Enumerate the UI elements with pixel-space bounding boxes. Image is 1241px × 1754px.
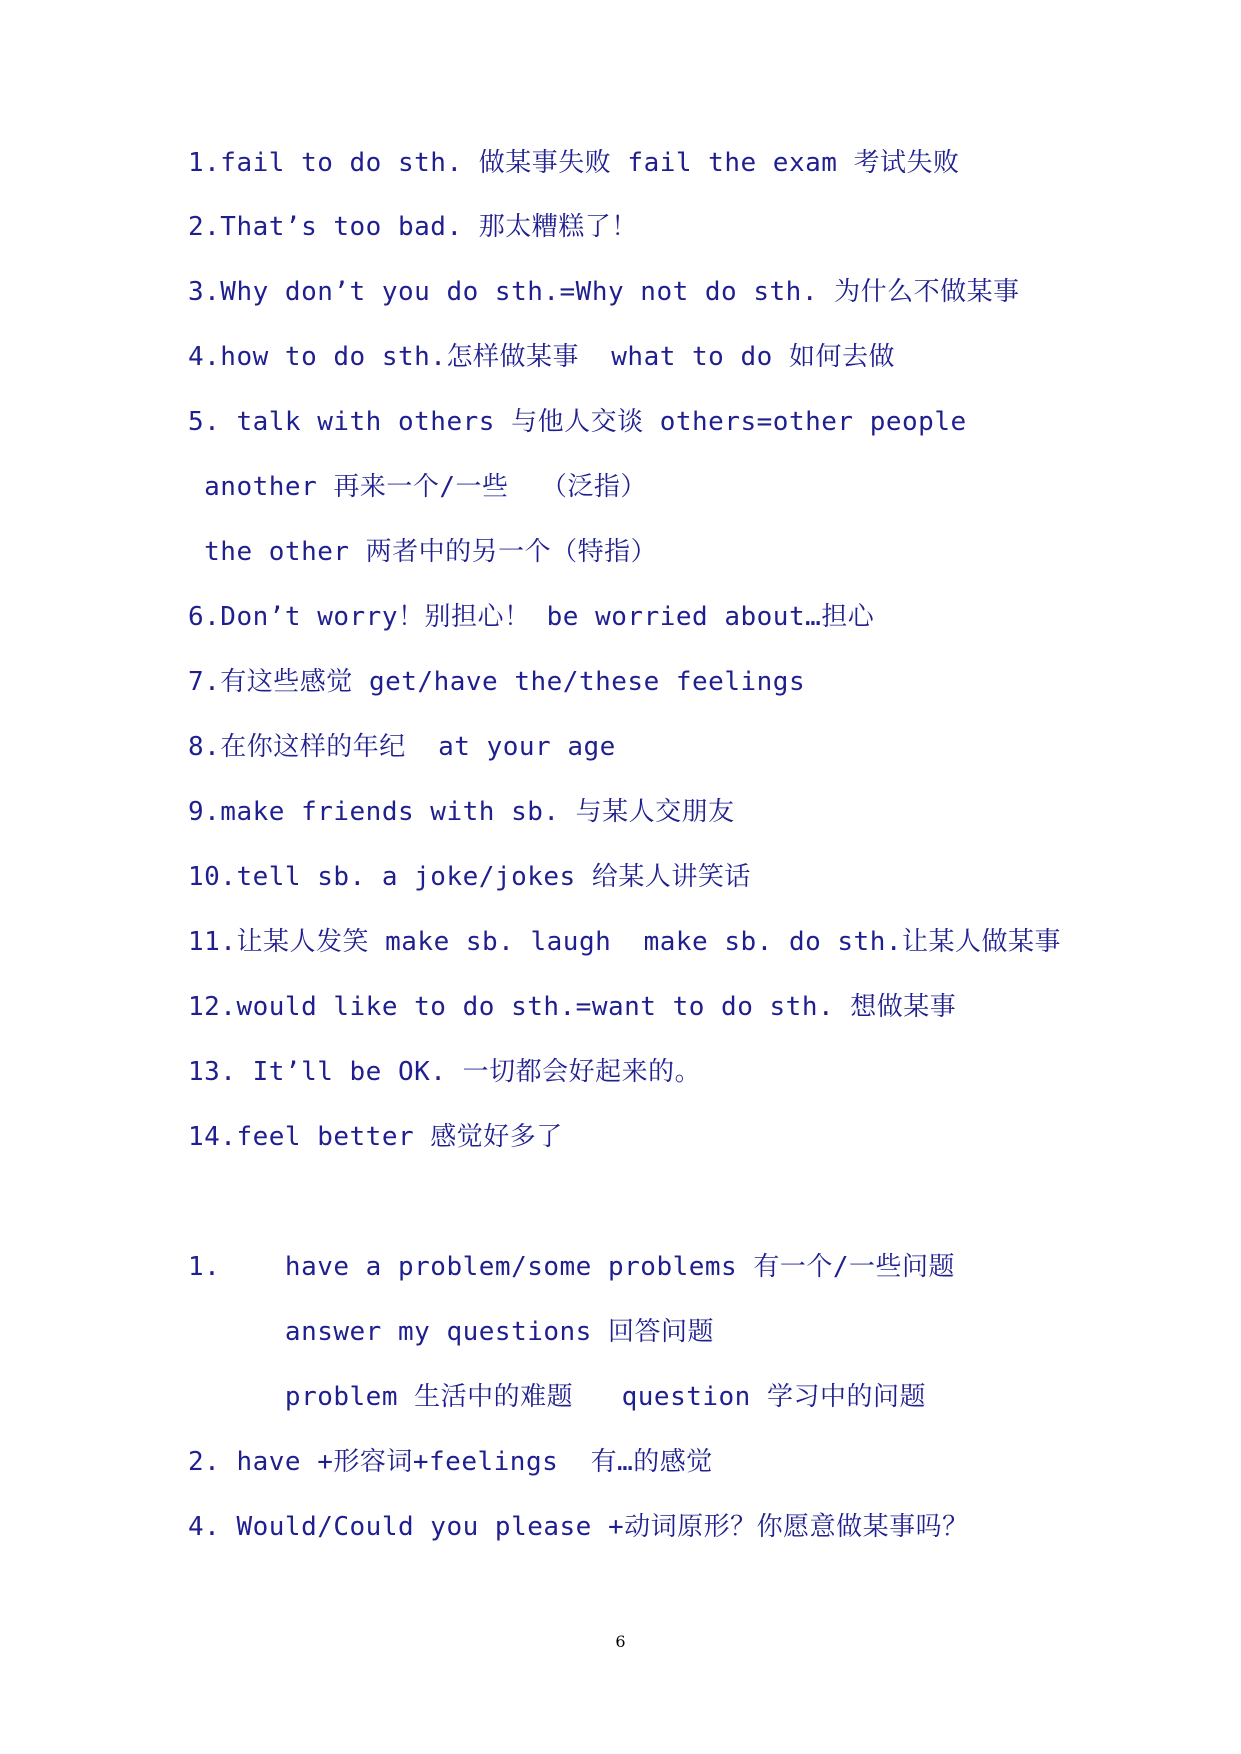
phrase-line-13: 13. It’ll be OK. 一切都会好起来的。 [188,1057,702,1087]
phrase-line-1: 1.fail to do sth. 做某事失败 fail the exam 考试失败 [188,148,960,178]
phrase-line-6: 6.Don’t worry！别担心！ be worried about…担心 [188,602,875,632]
page-number: 6 [615,1632,626,1651]
phrase-line-10: 10.tell sb. a joke/jokes 给某人讲笑话 [188,862,751,892]
phrase-line-11: 11.让某人发笑 make sb. laugh make sb. do sth.让某人做某事 [188,927,1062,957]
phrase-line-4: 4.how to do sth.怎样做某事 what to do 如何去做 [188,342,895,372]
phrase-line-9: 9.make friends with sb. 与某人交朋友 [188,797,735,827]
phrase-line-14: 14.feel better 感觉好多了 [188,1122,563,1152]
phrase-line-8: 8.在你这样的年纪 at your age [188,732,616,762]
note-line-4: 4. Would/Could you please +动词原形？你愿意做某事吗？ [188,1512,969,1542]
phrase-line-2: 2.That’s too bad. 那太糟糕了！ [188,212,638,242]
phrase-line-3: 3.Why don’t you do sth.=Why not do sth. 为什么不做某事 [188,277,1020,307]
note-line-1-problem-vs-question: problem 生活中的难题 question 学习中的问题 [188,1382,926,1412]
note-line-1-answer: answer my questions 回答问题 [188,1317,714,1347]
note-line-1: 1. have a problem/some problems 有一个/一些问题 [188,1252,956,1282]
phrase-line-12: 12.would like to do sth.=want to do sth. 想做某事 [188,992,957,1022]
note-line-2: 2. have +形容词+feelings 有…的感觉 [188,1447,713,1477]
phrase-line-7: 7.有这些感觉 get/have the/these feelings [188,667,806,697]
phrase-line-5-another: another 再来一个/一些 （泛指） [188,472,647,502]
phrase-line-5: 5. talk with others 与他人交谈 others=other people [188,407,967,437]
phrase-line-5-the-other: the other 两者中的另一个（特指） [188,537,658,567]
